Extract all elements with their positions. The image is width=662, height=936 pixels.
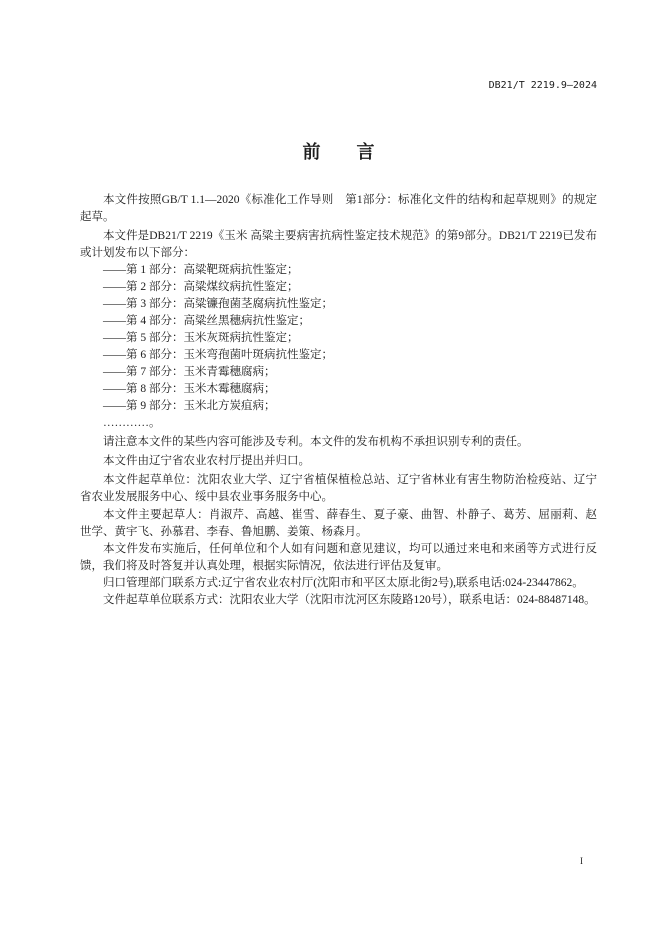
series-intro-paragraph: 本文件是DB21/T 2219《玉米 高粱主要病害抗病性鉴定技术规范》的第9部分。DB21/T 2219已发布或计划发布以下部分： xyxy=(80,230,597,259)
admin-contact-paragraph: 归口管理部门联系方式:辽宁省农业农村厅(沈阳市和平区太原北街2号),联系电话:024-23447862。 xyxy=(103,577,584,589)
parts-list xyxy=(80,262,597,432)
drafter-contact-paragraph: 文件起草单位联系方式：沈阳农业大学（沈阳市沈河区东陵路120号），联系电话：024-88487148。 xyxy=(103,594,596,606)
list-item: ——第 7 部分：玉米青霉穗腐病； xyxy=(103,366,276,378)
list-item: ——第 6 部分：玉米弯孢菌叶斑病抗性鉴定； xyxy=(103,349,333,361)
foreword-body xyxy=(80,192,597,609)
feedback-paragraph: 本文件发布实施后，任何单位和个人如有问题和意见建议，均可以通过来电和来函等方式进行反馈，我们将及时答复并认真处理，根据实际情况，依法进行评估及复审。 xyxy=(80,543,597,572)
list-item: ——第 5 部分：玉米灰斑病抗性鉴定； xyxy=(103,332,299,344)
patent-notice-paragraph: 请注意本文件的某些内容可能涉及专利。本文件的发布机构不承担识别专利的责任。 xyxy=(103,436,529,448)
list-item: ——第 8 部分：玉米木霉穗腐病； xyxy=(103,383,276,395)
list-item: ——第 9 部分：玉米北方炭疽病； xyxy=(103,400,276,412)
list-item: ——第 3 部分：高粱镰孢菌茎腐病抗性鉴定； xyxy=(103,298,333,310)
document-number: DB21/T 2219.9—2024 xyxy=(488,80,597,91)
page-number: I xyxy=(580,856,583,866)
drafting-units-paragraph: 本文件起草单位：沈阳农业大学、辽宁省植保植检总站、辽宁省林业有害生物防治检疫站、辽宁省农业发展服务中心、绥中县农业事务服务中心。 xyxy=(80,474,597,503)
list-item: ——第 2 部分：高粱煤纹病抗性鉴定； xyxy=(103,281,299,293)
list-more-ellipsis: …………。 xyxy=(103,417,161,429)
proposed-by-paragraph: 本文件由辽宁省农业农村厅提出并归口。 xyxy=(103,455,310,467)
page-title: 前 言 xyxy=(302,142,375,162)
drafters-paragraph: 本文件主要起草人：肖淑芹、高越、崔雪、薛春生、夏子豪、曲智、朴静子、葛芳、屈丽莉、赵世学、黄宇飞、孙慕君、李春、鲁旭鹏、姜策、杨森月。 xyxy=(80,509,597,538)
list-item: ——第 4 部分：高粱丝黑穗病抗性鉴定； xyxy=(103,315,310,327)
list-item: ——第 1 部分：高粱靶斑病抗性鉴定； xyxy=(103,264,299,276)
drafting-rules-paragraph: 本文件按照GB/T 1.1—2020《标准化工作导则 第1部分：标准化文件的结构和起草规则》的规定起草。 xyxy=(80,194,597,223)
